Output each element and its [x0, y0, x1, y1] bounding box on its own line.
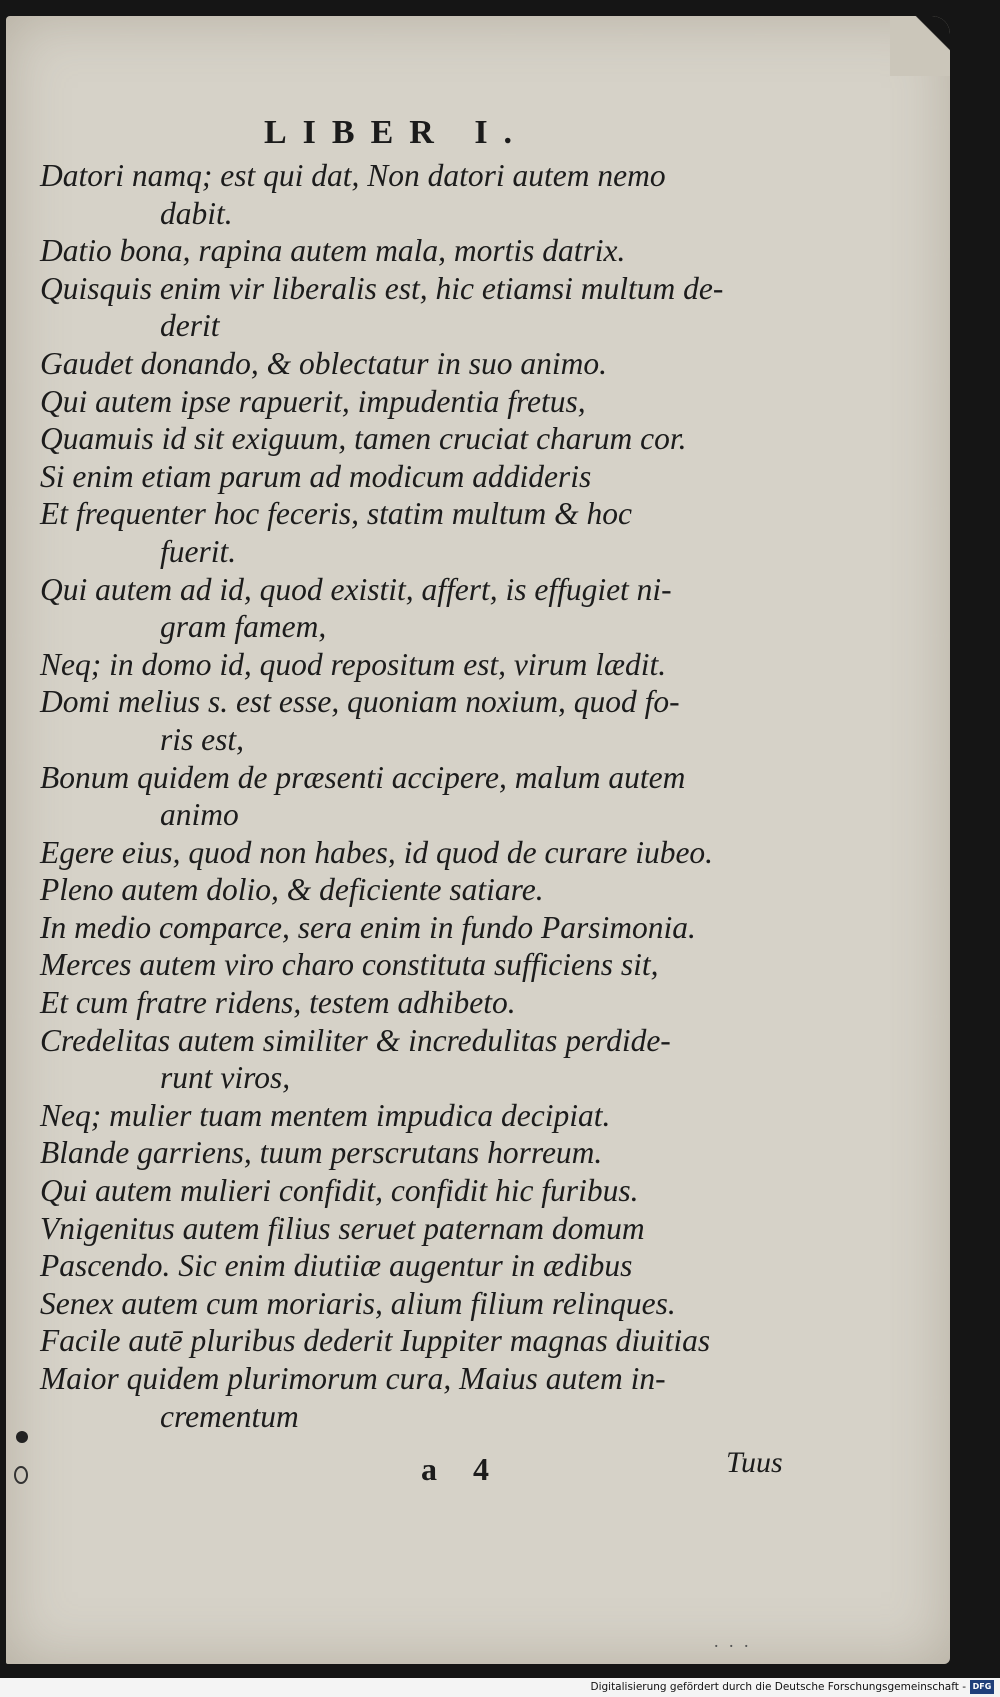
text-line: Neq; mulier tuam mentem impudica decipiat. — [40, 1097, 611, 1133]
text-line: Qui autem ad id, quod existit, affert, is effugiet ni- — [40, 571, 672, 607]
text-line: ris est, — [160, 721, 245, 757]
text-line: gram famem, — [160, 609, 327, 645]
text-line: Datori namq; est qui dat, Non datori autem nemo — [40, 158, 666, 193]
footer-credit: Digitalisierung gefördert durch die Deutsche Forschungsgemeinschaft - — [590, 1681, 966, 1693]
margin-mark — [14, 1466, 28, 1484]
text-line: Pleno autem dolio, & deficiente satiare. — [40, 872, 544, 908]
text-line: fuerit. — [160, 533, 237, 569]
text-line: Quamuis id sit exiguum, tamen cruciat charum cor. — [40, 421, 687, 457]
text-line: Facile autē pluribus dederit Iuppiter magnas diuitias — [40, 1323, 711, 1359]
text-line: animo — [160, 797, 239, 833]
catchword: Tuus — [726, 1446, 783, 1479]
text-line: Merces autem viro charo constituta sufficiens sit, — [40, 947, 659, 983]
margin-mark — [16, 1431, 28, 1443]
text-line: In medio comparce, sera enim in fundo Parsimonia. — [40, 909, 696, 945]
text-line: Qui autem mulieri confidit, confidit hic furibus. — [40, 1173, 639, 1209]
specks: . . . — [714, 1631, 752, 1651]
text-line: Credelitas autem similiter & incredulitas perdide- — [40, 1022, 671, 1058]
text-line: Datio bona, rapina autem mala, mortis datrix. — [40, 233, 626, 269]
text-line: Maior quidem plurimorum cura, Maius autem in- — [40, 1361, 666, 1396]
text-line: Pascendo. Sic enim diutiiæ augentur in ædibus — [40, 1248, 633, 1284]
text-line: Et cum fratre ridens, testem adhibeto. — [40, 985, 516, 1021]
text-line: Qui autem ipse rapuerit, impudentia fretus, — [40, 383, 586, 419]
text-line: crementum — [160, 1398, 299, 1434]
running-header: LIBER I. — [264, 114, 529, 151]
text-line: Gaudet donando, & oblectatur in suo animo. — [40, 345, 607, 381]
text-line: Bonum quidem de præsenti accipere, malum autem — [40, 759, 686, 795]
text-line: Si enim etiam parum ad modicum addideris — [40, 458, 592, 494]
torn-corner — [890, 16, 950, 76]
text-line: derit — [160, 308, 220, 344]
text-line: Vnigenitus autem filius seruet paternam domum — [40, 1210, 645, 1246]
signature-mark: a 4 — [421, 1451, 503, 1487]
book-page — [6, 16, 950, 1664]
text-line: Domi melius s. est esse, quoniam noxium, quod fo- — [40, 684, 680, 720]
body-text — [40, 157, 900, 1435]
dfg-logo: DFG — [970, 1680, 994, 1694]
text-line: Neq; in domo id, quod repositum est, virum lædit. — [40, 646, 667, 682]
text-line: Egere eius, quod non habes, id quod de curare iubeo. — [40, 834, 714, 870]
text-line: Et frequenter hoc feceris, statim multum & hoc — [40, 496, 632, 532]
text-line: runt viros, — [160, 1060, 291, 1096]
text-line: Senex autem cum moriaris, alium filium relinques. — [40, 1285, 676, 1321]
text-line: Blande garriens, tuum perscrutans horreum. — [40, 1135, 603, 1171]
text-line: dabit. — [160, 195, 233, 231]
text-line: Quisquis enim vir liberalis est, hic etiamsi multum de- — [40, 270, 724, 306]
